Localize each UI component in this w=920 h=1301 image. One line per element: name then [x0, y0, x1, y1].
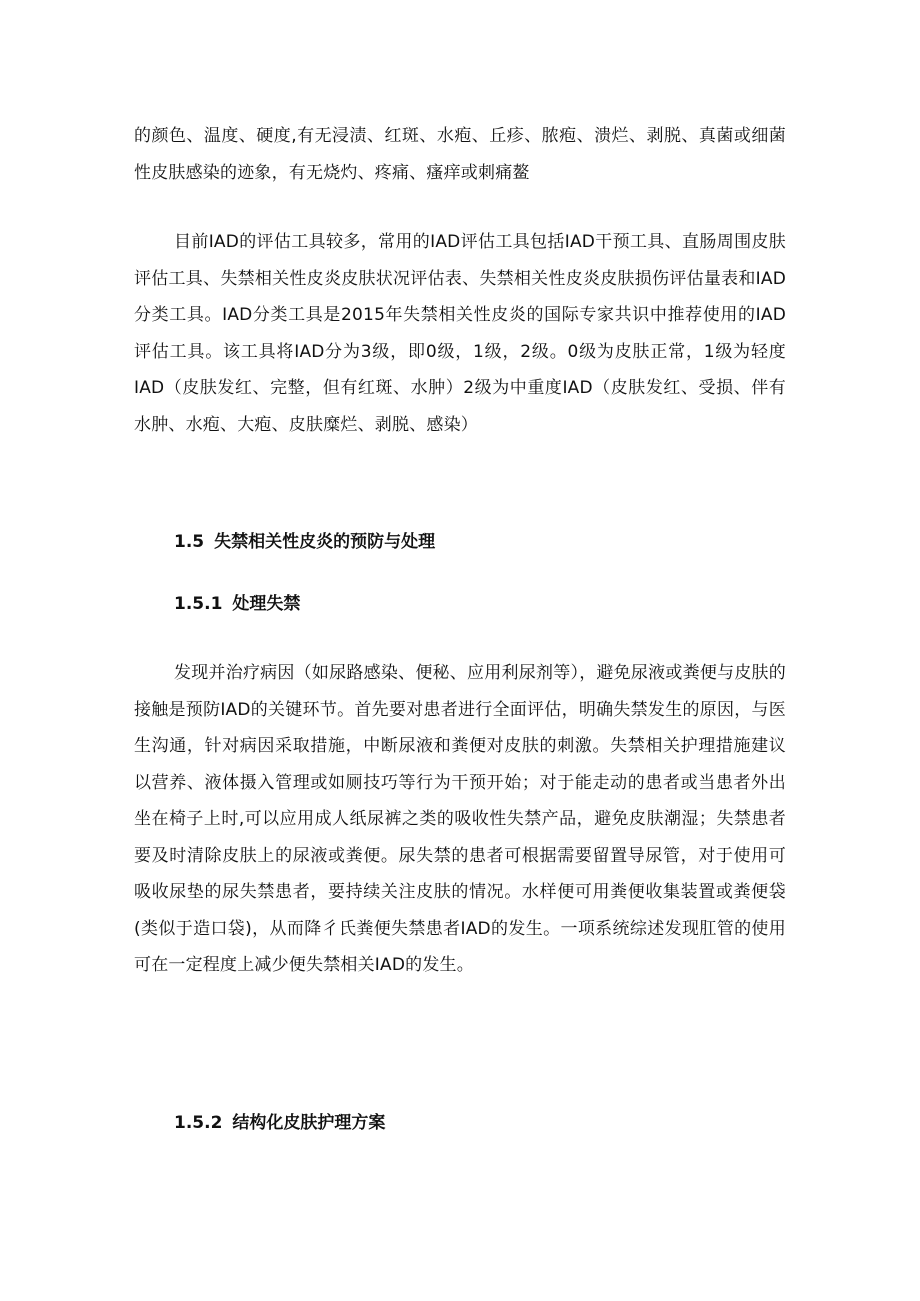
section-heading-1-5: [174, 530, 435, 554]
section-number: 1.5.2: [174, 1113, 223, 1133]
section-title: 失禁相关性皮炎的预防与处理: [214, 532, 436, 552]
paragraph-assessment-tools: 目前IAD的评估工具较多，常用的IAD评估工具包括IAD干预工具、直肠周围皮肤评估工具、失禁相关性皮炎皮肤状况评估表、失禁相关性皮炎皮肤损伤评估量表和IAD分类工具。IAD分类工具是2015年失禁相关性皮炎的国际专家共识中推荐使用的IAD评估工具。该工具将IAD分为3级，即0级，1级，2级。0级为皮肤正常，1级为轻度IAD（皮肤发红、完整，但有红斑、水肿）2级为中重度IAD（皮肤发红、受损、伴有水肿、水疱、大疱、皮肤糜烂、剥脱、感染）: [134, 232, 786, 435]
section-heading-1-5-1: [174, 592, 300, 616]
section-number: 1.5: [174, 532, 205, 552]
section-number: 1.5.1: [174, 594, 223, 614]
paragraph-skin-observation: 的颜色、温度、硬度,有无浸渍、红斑、水疱、丘疹、脓疱、溃烂、剥脱、真菌或细菌性皮肤感染的迹象，有无烧灼、疼痛、瘙痒或刺痛鳌: [134, 126, 786, 183]
section-heading-1-5-2: [174, 1111, 385, 1135]
section-title: 处理失禁: [232, 594, 301, 614]
paragraph-incontinence-handling: 发现并治疗病因（如尿路感染、便秘、应用利尿剂等），避免尿液或粪便与皮肤的接触是预防IAD的关键环节。首先要对患者进行全面评估，明确失禁发生的原因，与医生沟通，针对病因采取措施，中断尿液和粪便对皮肤的刺激。失禁相关护理措施建议以营养、液体摄入管理或如厕技巧等行为干预开始；对于能走动的患者或当患者外出坐在椅子上时,可以应用成人纸尿裤之类的吸收性失禁产品，避免皮肤潮湿；失禁患者要及时清除皮肤上的尿液或粪便。尿失禁的患者可根据需要留置导尿管，对于使用可吸收尿垫的尿失禁患者，要持续关注皮肤的情况。水样便可用粪便收集装置或粪便袋(类似于造口袋)，从而降彳氏粪便失禁患者IAD的发生。一项系统综述发现肛管的使用可在一定程度上减少便失禁相关IAD的发生。: [134, 663, 786, 975]
section-title: 结构化皮肤护理方案: [232, 1113, 386, 1133]
